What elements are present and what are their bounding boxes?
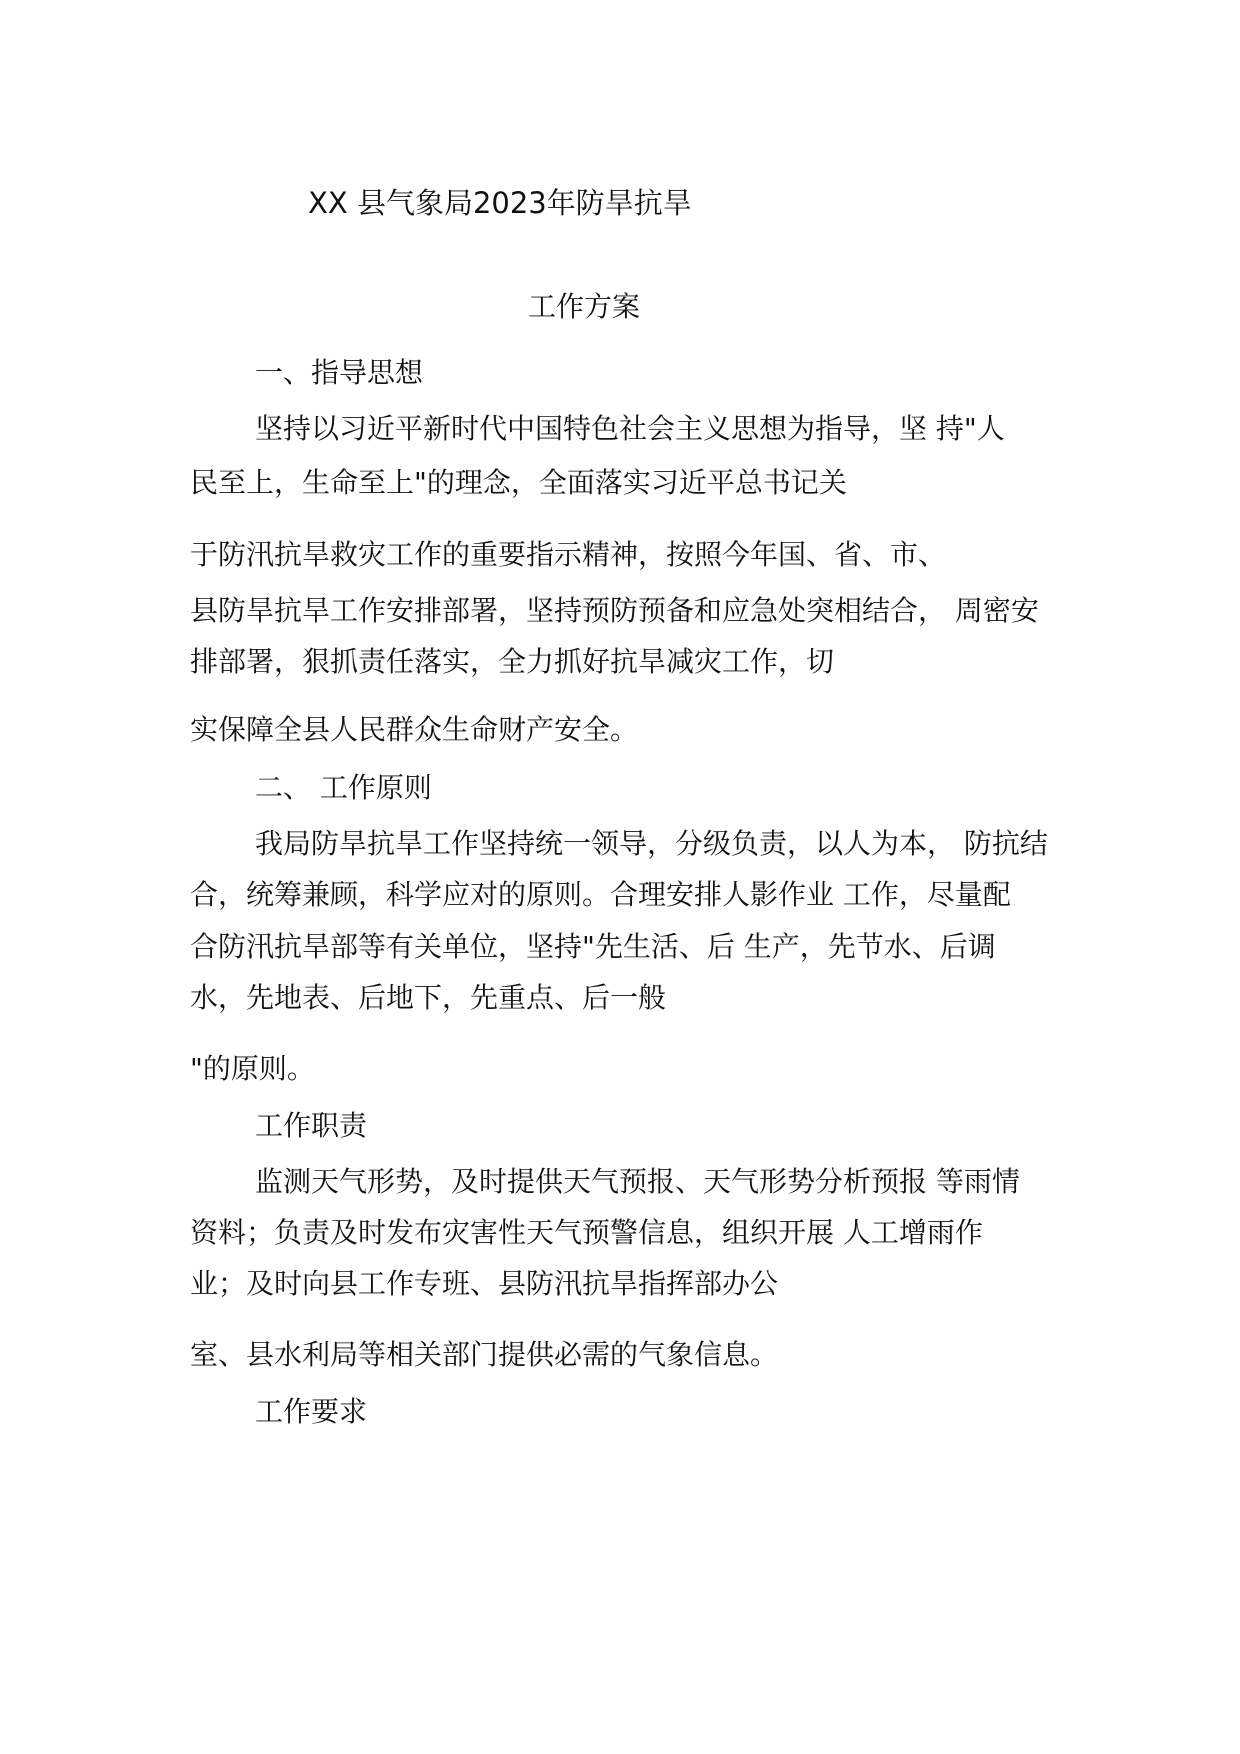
paragraph-line: 于防汛抗旱救灾工作的重要指示精神，按照今年国、省、市、 <box>190 538 947 571</box>
paragraph-line: 业；及时向县工作专班、县防汛抗旱指挥部办公 <box>190 1267 779 1300</box>
section-heading-work-requirements: 工作要求 <box>255 1395 368 1428</box>
paragraph-line: 坚持以习近平新时代中国特色社会主义思想为指导，坚 持"人 <box>255 412 1005 445</box>
paragraph-line: 县防旱抗旱工作安排部署，坚持预防预备和应急处突相结合， 周密安 <box>190 594 1039 627</box>
paragraph-line: 民至上，生命至上"的理念，全面落实习近平总书记关 <box>190 466 847 499</box>
paragraph-line: 我局防旱抗旱工作坚持统一领导，分级负责，以人为本， 防抗结 <box>255 827 1048 860</box>
paragraph-line: 排部署，狠抓责任落实，全力抓好抗旱减灾工作，切 <box>190 645 835 678</box>
paragraph-line: 资料；负责及时发布灾害性天气预警信息，组织开展 人工增雨作 <box>190 1216 983 1249</box>
paragraph-line: 水，先地表、后地下，先重点、后一般 <box>190 981 667 1014</box>
paragraph-line: 实保障全县人民群众生命财产安全。 <box>190 713 639 746</box>
paragraph-line: "的原则。 <box>190 1052 315 1085</box>
paragraph-line: 合，统筹兼顾，科学应对的原则。合理安排人影作业 工作，尽量配 <box>190 878 1011 911</box>
section-heading-work-principles: 二、 工作原则 <box>255 771 432 804</box>
section-heading-work-responsibilities: 工作职责 <box>255 1109 368 1142</box>
section-heading-guiding-ideology: 一、指导思想 <box>255 356 424 389</box>
paragraph-line: 合防汛抗旱部等有关单位，坚持"先生活、后 生产，先节水、后调 <box>190 930 996 963</box>
paragraph-line: 室、县水利局等相关部门提供必需的气象信息。 <box>190 1338 779 1371</box>
paragraph-line: 监测天气形势，及时提供天气预报、天气形势分析预报 等雨情 <box>255 1165 1020 1198</box>
document-title: XX 县气象局2023年防旱抗旱 <box>308 186 692 220</box>
document-subtitle: 工作方案 <box>528 290 641 323</box>
